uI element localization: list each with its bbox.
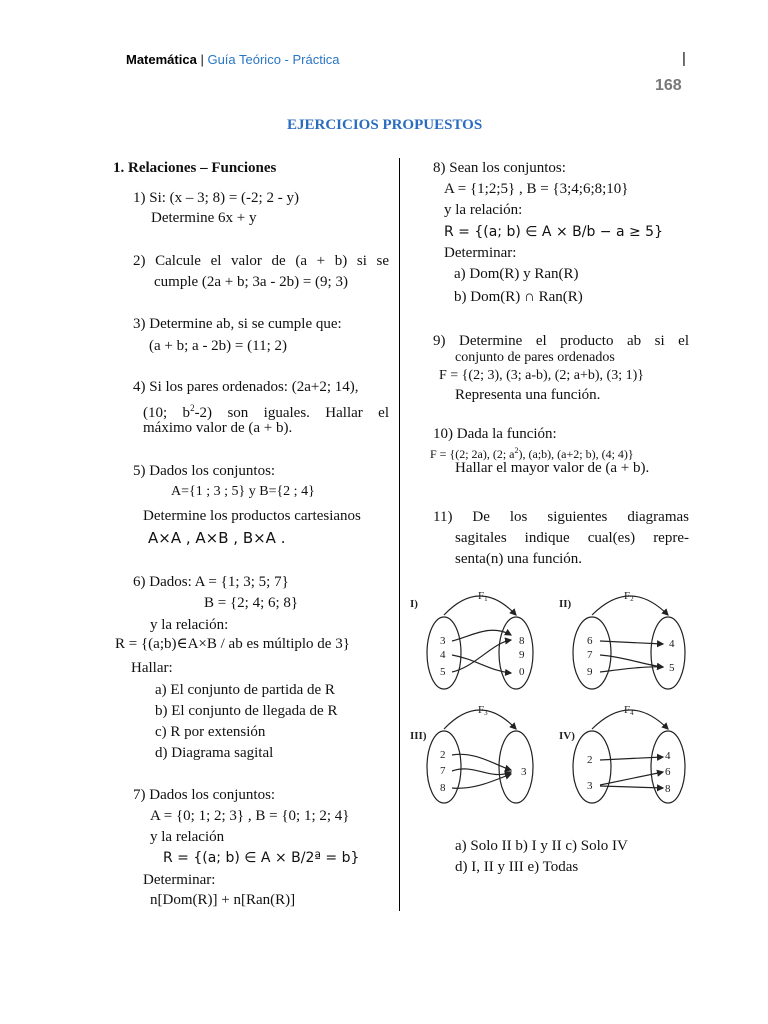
- diagram-1-domain-element: 4: [440, 649, 446, 661]
- diagram-2-function-name: F2: [624, 590, 634, 603]
- diagram-1-function-name: F1: [478, 590, 488, 603]
- diagram-3-function-name: F3: [478, 704, 488, 717]
- exercise-3-line-1: 3) Determine ab, si se cumple que:: [133, 316, 342, 332]
- diagram-4-range-element: 8: [665, 783, 671, 795]
- exercise-4-line-1: 4) Si los pares ordenados: (2a+2; 14),: [133, 379, 359, 395]
- diagram-4-label: IV): [559, 730, 575, 742]
- exercise-7-relation: R = {(a; b) ∈ A × B/2ª = b}: [163, 850, 360, 866]
- exercise-6-hallar: Hallar:: [131, 660, 173, 676]
- exercise-8-line-1: 8) Sean los conjuntos:: [433, 160, 566, 176]
- exercise-6-item-c: c) R por extensión: [155, 724, 266, 740]
- diagram-4-function-name: F4: [624, 704, 634, 717]
- exercise-6-line-2: B = {2; 4; 6; 8}: [204, 595, 299, 611]
- diagram-1-range-element: 8: [519, 635, 525, 647]
- header-separator: |: [200, 52, 204, 67]
- exercise-8-line-5: Determinar:: [444, 245, 517, 261]
- sagittal-diagrams: [400, 585, 710, 825]
- diagram-1-label: I): [410, 598, 418, 610]
- exercise-1-line-1: 1) Si: (x – 3; 8) = (-2; 2 - y): [133, 190, 299, 206]
- diagram-1-domain-element: 5: [440, 666, 446, 678]
- exercise-6-item-a: a) El conjunto de partida de R: [155, 682, 335, 698]
- exercise-9-line-1: 9) Determine el producto ab si el: [433, 333, 689, 349]
- exercise-11-options-line-1: a) Solo II b) I y II c) Solo IV: [455, 838, 628, 854]
- diagram-3-range-element: 3: [521, 766, 527, 778]
- exercise-4-line-2: (10; $b^2-2$) son iguales. Hallar el: [143, 403, 389, 421]
- diagram-4-domain-element: 2: [587, 754, 593, 766]
- exercise-11-options-line-2: d) I, II y III e) Todas: [455, 859, 579, 875]
- exercise-2-line-1: 2) Calcule el valor de (a + b) si se: [133, 253, 389, 269]
- diagram-3-domain-element: 8: [440, 782, 446, 794]
- header-right-bar: |: [682, 50, 686, 67]
- page-number: 168: [655, 77, 682, 94]
- diagram-4-range-element: 4: [665, 750, 671, 762]
- exercise-10-line-3: Hallar el mayor valor de (a + b).: [455, 460, 650, 476]
- diagram-3-label: III): [410, 730, 427, 742]
- exercise-2-line-2: cumple (2a + b; 3a - 2b) = (9; 3): [154, 274, 348, 290]
- diagram-4-domain-element: 3: [587, 780, 593, 792]
- exercise-8-line-2: A = {1;2;5} , B = {3;4;6;8;10}: [444, 181, 629, 197]
- diagram-2-domain-element: 7: [587, 649, 593, 661]
- diagram-1-range-element: 0: [519, 666, 525, 678]
- exercise-6-item-d: d) Diagrama sagital: [155, 745, 274, 761]
- diagram-1-domain-element: 3: [440, 635, 446, 647]
- diagram-3-domain-element: 2: [440, 749, 446, 761]
- exercise-5-sets: A={1 ; 3 ; 5} y B={2 ; 4}: [171, 484, 315, 499]
- exercise-5-line-1: 5) Dados los conjuntos:: [133, 463, 276, 479]
- exercise-11-line-2: sagitales indique cual(es) repre-: [455, 530, 689, 546]
- exercise-5-products: A×A , A×B , B×A .: [148, 529, 286, 547]
- diagram-2-domain-element: 6: [587, 635, 593, 647]
- diagram-2-label: II): [559, 598, 572, 610]
- exercise-8-relation: R = {(a; b) ∈ A × B/b − a ≥ 5}: [444, 224, 663, 240]
- exercise-6-relation: R = {(a;b)∈A×B / ab es múltiplo de 3}: [115, 636, 350, 652]
- exercise-11-line-3: senta(n) una función.: [455, 551, 583, 567]
- exercise-9-line-4: Representa una función.: [455, 387, 601, 403]
- section-heading: 1. Relaciones – Funciones: [113, 160, 277, 176]
- exercise-7-line-1: 7) Dados los conjuntos:: [133, 787, 276, 803]
- diagram-2-range-element: 5: [669, 662, 675, 674]
- running-header: [126, 52, 339, 67]
- exercise-10-line-1: 10) Dada la función:: [433, 426, 557, 442]
- exercise-11-line-1: 11) De los siguientes diagramas: [433, 509, 689, 525]
- diagram-2-range-element: 4: [669, 638, 675, 650]
- diagram-3-domain-element: 7: [440, 765, 446, 777]
- exercise-4-line-3: máximo valor de (a + b).: [143, 420, 293, 436]
- diagram-4-range-element: 6: [665, 766, 671, 778]
- exercise-7-line-5: Determinar:: [143, 872, 216, 888]
- exercise-3-line-2: (a + b; a - 2b) = (11; 2): [149, 338, 287, 354]
- exercise-6-line-3: y la relación:: [150, 617, 229, 633]
- exercise-6-item-b: b) El conjunto de llegada de R: [155, 703, 338, 719]
- page-title: EJERCICIOS PROPUESTOS: [287, 117, 483, 133]
- exercise-8-item-a: a) Dom(R) y Ran(R): [454, 266, 579, 282]
- exercise-7-line-3: y la relación: [150, 829, 225, 845]
- exercise-7-line-2: A = {0; 1; 2; 3} , B = {0; 1; 2; 4}: [150, 808, 350, 824]
- exercise-8-item-b: b) Dom(R) ∩ Ran(R): [454, 289, 583, 305]
- diagram-2-domain-element: 9: [587, 666, 593, 678]
- exercise-1-line-2: Determine 6x + y: [151, 210, 257, 226]
- exercise-8-line-3: y la relación:: [444, 202, 523, 218]
- header-subject: Matemática: [126, 52, 197, 67]
- exercise-9-line-2: conjunto de pares ordenados: [455, 350, 615, 365]
- header-guide: Guía Teórico - Práctica: [207, 52, 340, 67]
- diagram-1-range-element: 9: [519, 649, 525, 661]
- exercise-5-line-3: Determine los productos cartesianos: [143, 508, 361, 524]
- exercise-6-line-1: 6) Dados: A = {1; 3; 5; 7}: [133, 574, 289, 590]
- exercise-10-function: F = {(2; 2a), (2; $a^2$), (a;b), (a+2; b), (4; 4)}: [430, 446, 634, 461]
- exercise-7-line-6: n[Dom(R)] + n[Ran(R)]: [150, 892, 296, 908]
- exercise-9-set: F = {(2; 3), (3; a-b), (2; a+b), (3; 1)}: [439, 368, 644, 383]
